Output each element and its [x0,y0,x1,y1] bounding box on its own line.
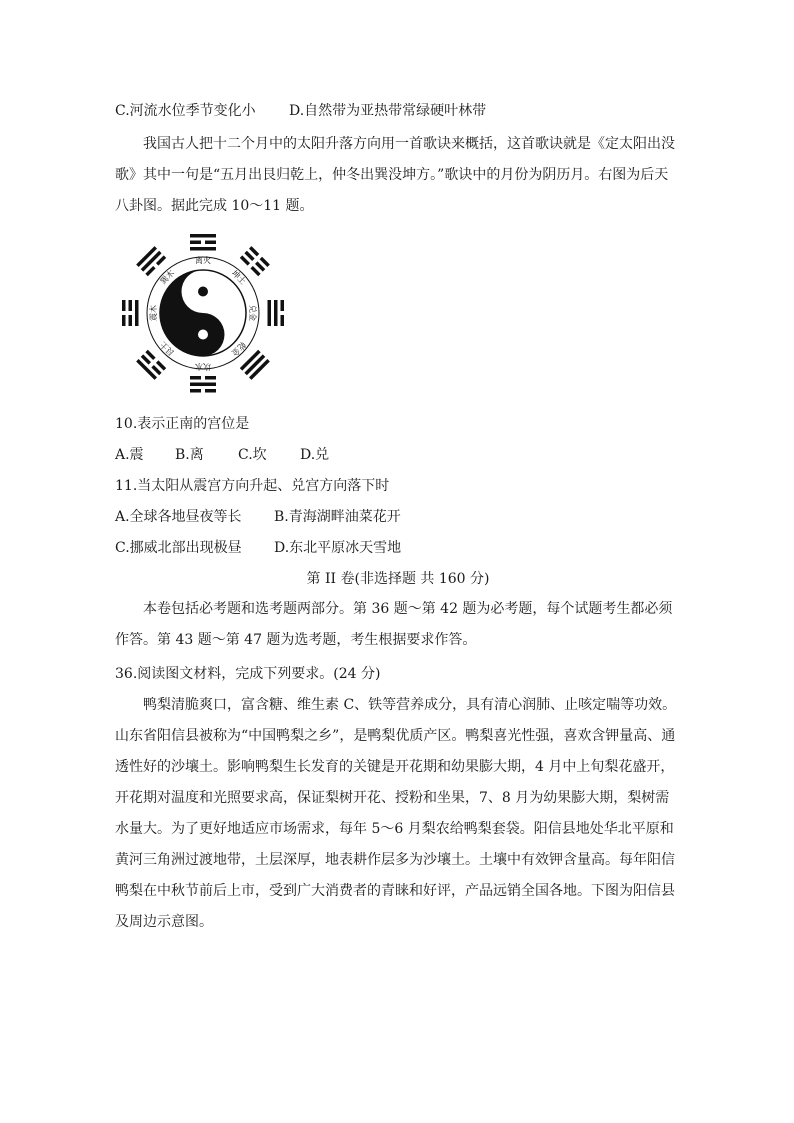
intro-paragraph: 我国古人把十二个月中的太阳升落方向用一首歌诀来概括，这首歌诀就是《定太阳出没歌》其中一句是“五月出艮归乾上，仲冬出巽没坤方。”歌诀中的月份为阴历月。右图为后天八卦图。据此完成 10～11 题。 [115,136,675,214]
option-d-top: D.自然带为亚热带常绿硬叶林带 [289,103,487,119]
q10-option-b: B.离 [175,447,204,463]
section-intro: 本卷包括必考题和选考题两部分。第 36 题～第 42 题为必考题，每个试题考生都必须作答。第 43 题～第 47 题为选考题，考生根据要求作答。 [115,601,673,648]
bagua-diagram [118,228,288,398]
trigram-qian [240,350,270,380]
q10-option-d: D.兑 [300,447,330,463]
trigram-kun [240,246,270,276]
trigram-gen [136,350,166,380]
section-title: 第 II 卷(非选择题 共 160 分) [306,571,490,587]
trigram-li [190,234,216,251]
trigram-xun [136,246,166,276]
label-top: 离火 [195,256,211,265]
q11-option-b: B.青海湖畔油菜花开 [274,509,401,525]
q36-stem: 36.阅读图文材料，完成下列要求。(24 分) [115,666,381,682]
trigram-zhen [122,300,139,326]
q11-option-a: A.全球各地昼夜等长 [115,509,242,525]
q10-stem: 10.表示正南的宫位是 [115,416,250,432]
q11-stem: 11.当太阳从震宫方向升起、兑宫方向落下时 [115,478,390,494]
label-top-right: 坤土 [229,268,248,287]
q10-option-c: C.坎 [238,447,267,463]
trigram-kan [190,376,216,393]
q36-paragraph: 鸭梨清脆爽口，富含糖、维生素 C、铁等营养成分，具有清心润肺、止咳定喘等功效。山东省阳信县被称为“中国鸭梨之乡”，是鸭梨优质产区。鸭梨喜光性强，喜欢含钾量高、通透性好的沙壤土。影响鸭梨生长发育的关键是开花期和幼果膨大期，4 月中上旬梨花盛开，开花期对温度和光照要求高，保证梨树开花、授粉和坐果，7、8 月为幼果膨大期，梨树需水量大。为了更好地适应市场需求，每年 5～6 月梨农给鸭梨套袋。阳信县地处华北平原和黄河三角洲过渡地带，土层深厚，地表耕作层多为沙壤土。土壤中有效钾含量高。每年阳信鸭梨在中秋节前后上市，受到广大消费者的青睐和好评，产品远销全国各地。下图为阳信县及周边示意图。 [115,697,677,930]
yin-yang-symbol [160,270,246,356]
label-bottom-right: 乾金 [229,339,248,358]
label-bottom: 坎水 [195,362,211,371]
label-bottom-left: 艮土 [158,339,177,358]
trigram-dui [268,300,285,326]
q11-option-d: D.东北平原冰天雪地 [274,540,402,556]
label-top-left: 巽木 [158,268,177,287]
label-left: 震木 [149,305,158,321]
q10-option-a: A.震 [115,447,144,463]
q11-option-c: C.挪威北部出现极昼 [115,540,242,556]
label-right: 兑金 [248,305,257,321]
option-c-top: C.河流水位季节变化小 [115,103,256,119]
